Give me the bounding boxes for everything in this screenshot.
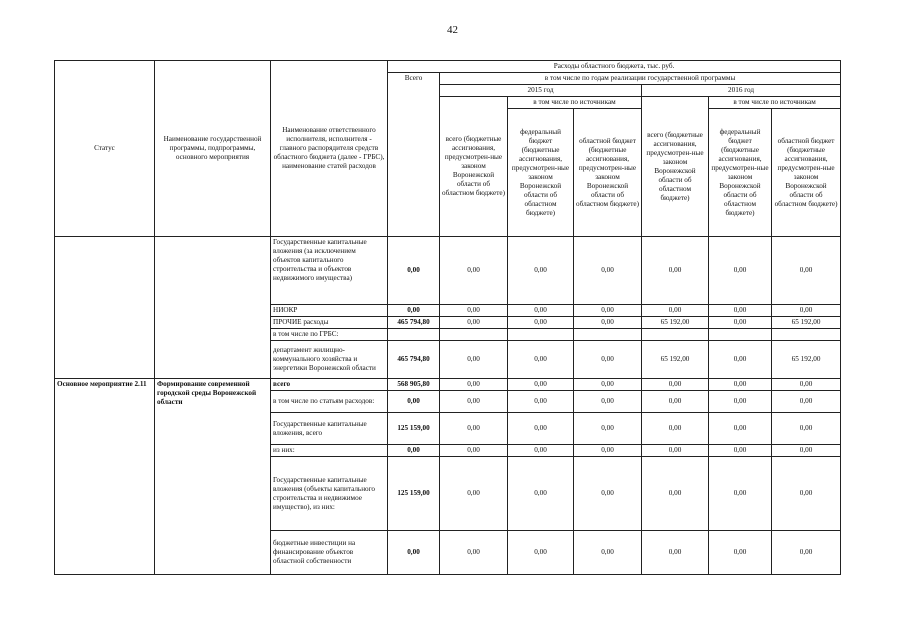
cell-value: 0,00 [440, 445, 508, 457]
cell-value: 65 192,00 [642, 317, 709, 329]
cell-value: 0,00 [709, 445, 772, 457]
cell-total: 465 794,80 [388, 341, 440, 379]
row-label: ПРОЧИЕ расходы [271, 317, 388, 329]
block2-title: Формирование современной городской среды Воронежской области [155, 379, 271, 575]
cell-value: 0,00 [772, 305, 841, 317]
cell-value: 0,00 [574, 457, 642, 531]
cell-value: 0,00 [440, 531, 508, 575]
row-label: в том числе по статьям расходов: [271, 391, 388, 413]
cell-total: 0,00 [388, 391, 440, 413]
header-row-1 [55, 61, 841, 73]
cell-value: 0,00 [508, 413, 574, 445]
header-2015-sources: в том числе по источникам [508, 97, 642, 109]
cell-value: 0,00 [508, 341, 574, 379]
header-program-name: Наименование государственной программы, подпрограммы, основного мероприятия [155, 61, 271, 237]
cell-value: 0,00 [709, 305, 772, 317]
cell-total: 0,00 [388, 237, 440, 305]
header-2016-federal: федеральный бюджет (бюджетные ассигнования, предусмотрен-ные законом Воронежской области об областном бюджете) [709, 109, 772, 237]
page-number: 42 [447, 24, 458, 36]
cell-total: 0,00 [388, 531, 440, 575]
cell-value: 0,00 [574, 317, 642, 329]
cell-value: 65 192,00 [772, 317, 841, 329]
cell-total: 568 905,80 [388, 379, 440, 391]
cell-value: 0,00 [772, 237, 841, 305]
cell-value: 0,00 [508, 317, 574, 329]
row-label: НИОКР [271, 305, 388, 317]
cell-value: 0,00 [642, 457, 709, 531]
budget-table [54, 60, 841, 575]
header-2016-all: всего (бюджетные ассигнования, предусмотрен-ные законом Воронежской области об областном бюджете) [642, 97, 709, 237]
cell-value: 0,00 [709, 391, 772, 413]
cell-value: 0,00 [440, 379, 508, 391]
cell-value: 0,00 [642, 391, 709, 413]
cell-value: 0,00 [440, 391, 508, 413]
cell-value: 0,00 [709, 531, 772, 575]
cell-value: 0,00 [440, 237, 508, 305]
header-total: Всего [388, 73, 440, 237]
header-2015-regional: областной бюджет (бюджетные ассигнования, предусмотрен-ные законом Воронежской области об областном бюджете) [574, 109, 642, 237]
cell-value: 0,00 [772, 379, 841, 391]
cell-value: 0,00 [574, 237, 642, 305]
cell-value: 0,00 [642, 531, 709, 575]
header-by-years: в том числе по годам реализации государственной программы [440, 73, 841, 85]
cell-value: 0,00 [574, 379, 642, 391]
table-row [55, 237, 841, 305]
row-label: всего [271, 379, 388, 391]
cell-total: 465 794,80 [388, 317, 440, 329]
cell-value: 0,00 [772, 457, 841, 531]
cell-value: 0,00 [709, 413, 772, 445]
row-label: из них: [271, 445, 388, 457]
cell-value: 0,00 [508, 305, 574, 317]
cell-value: 0,00 [574, 445, 642, 457]
cell-value: 0,00 [574, 305, 642, 317]
cell-value: 0,00 [440, 457, 508, 531]
cell-value: 0,00 [772, 391, 841, 413]
header-2016-sources: в том числе по источникам [709, 97, 841, 109]
cell-value: 0,00 [440, 341, 508, 379]
row-label: бюджетные инвестиции на финансирование объектов областной собственности [271, 531, 388, 575]
cell-value: 0,00 [508, 445, 574, 457]
cell-value: 0,00 [642, 305, 709, 317]
cell-total: 125 159,00 [388, 457, 440, 531]
row-label: в том числе по ГРБС: [271, 329, 388, 341]
cell-value: 0,00 [709, 317, 772, 329]
row-label: департамент жилищно-коммунального хозяйства и энергетики Воронежской области [271, 341, 388, 379]
header-responsible: Наименование ответственного исполнителя, исполнителя - главного распорядителя средств областного бюджета (далее - ГРБС), наименование статей расходов [271, 61, 388, 237]
cell-value: 65 192,00 [772, 341, 841, 379]
block1-name-cell [155, 237, 271, 379]
header-2015-federal: федеральный бюджет (бюджетные ассигнования, предусмотрен-ные законом Воронежской области об областном бюджете) [508, 109, 574, 237]
block2-status: Основное мероприятие 2.11 [55, 379, 155, 575]
cell-value: 0,00 [709, 341, 772, 379]
cell-value: 0,00 [642, 237, 709, 305]
header-year-2015: 2015 год [440, 85, 642, 97]
header-2016-regional: областной бюджет (бюджетные ассигнования, предусмотрен-ные законом Воронежской области об областном бюджете) [772, 109, 841, 237]
cell-value: 0,00 [508, 391, 574, 413]
cell-value: 0,00 [772, 413, 841, 445]
cell-value: 0,00 [440, 317, 508, 329]
cell-value: 0,00 [574, 531, 642, 575]
row-label: Государственные капитальные вложения (объекты капитального строительства и недвижимое имущество), из них: [271, 457, 388, 531]
cell-total: 0,00 [388, 445, 440, 457]
cell-value: 0,00 [440, 413, 508, 445]
block1-status-cell [55, 237, 155, 379]
cell-value: 0,00 [709, 379, 772, 391]
cell-total: 125 159,00 [388, 413, 440, 445]
header-2015-all: всего (бюджетные ассигнования, предусмотрен-ные законом Воронежской области об областном бюджете) [440, 97, 508, 237]
cell-value: 0,00 [642, 379, 709, 391]
table-row [55, 379, 841, 391]
cell-value: 0,00 [440, 305, 508, 317]
cell-value: 0,00 [642, 445, 709, 457]
header-year-2016: 2016 год [642, 85, 841, 97]
cell-value: 0,00 [508, 457, 574, 531]
cell-value: 0,00 [508, 531, 574, 575]
cell-value: 0,00 [709, 457, 772, 531]
cell-value: 0,00 [574, 391, 642, 413]
cell-value: 0,00 [574, 413, 642, 445]
cell-value: 0,00 [508, 237, 574, 305]
header-status: Статус [55, 61, 155, 237]
cell-value: 0,00 [574, 341, 642, 379]
cell-value: 0,00 [508, 379, 574, 391]
cell-value: 0,00 [772, 531, 841, 575]
header-expenses: Расходы областного бюджета, тыс. руб. [388, 61, 841, 73]
cell-value: 0,00 [772, 445, 841, 457]
cell-value: 0,00 [642, 413, 709, 445]
cell-total: 0,00 [388, 305, 440, 317]
row-label: Государственные капитальные вложения (за исключением объектов капитального строительства и объектов недвижимого имущества) [271, 237, 388, 305]
cell-value: 65 192,00 [642, 341, 709, 379]
row-label: Государственные капитальные вложения, всего [271, 413, 388, 445]
cell-value: 0,00 [709, 237, 772, 305]
